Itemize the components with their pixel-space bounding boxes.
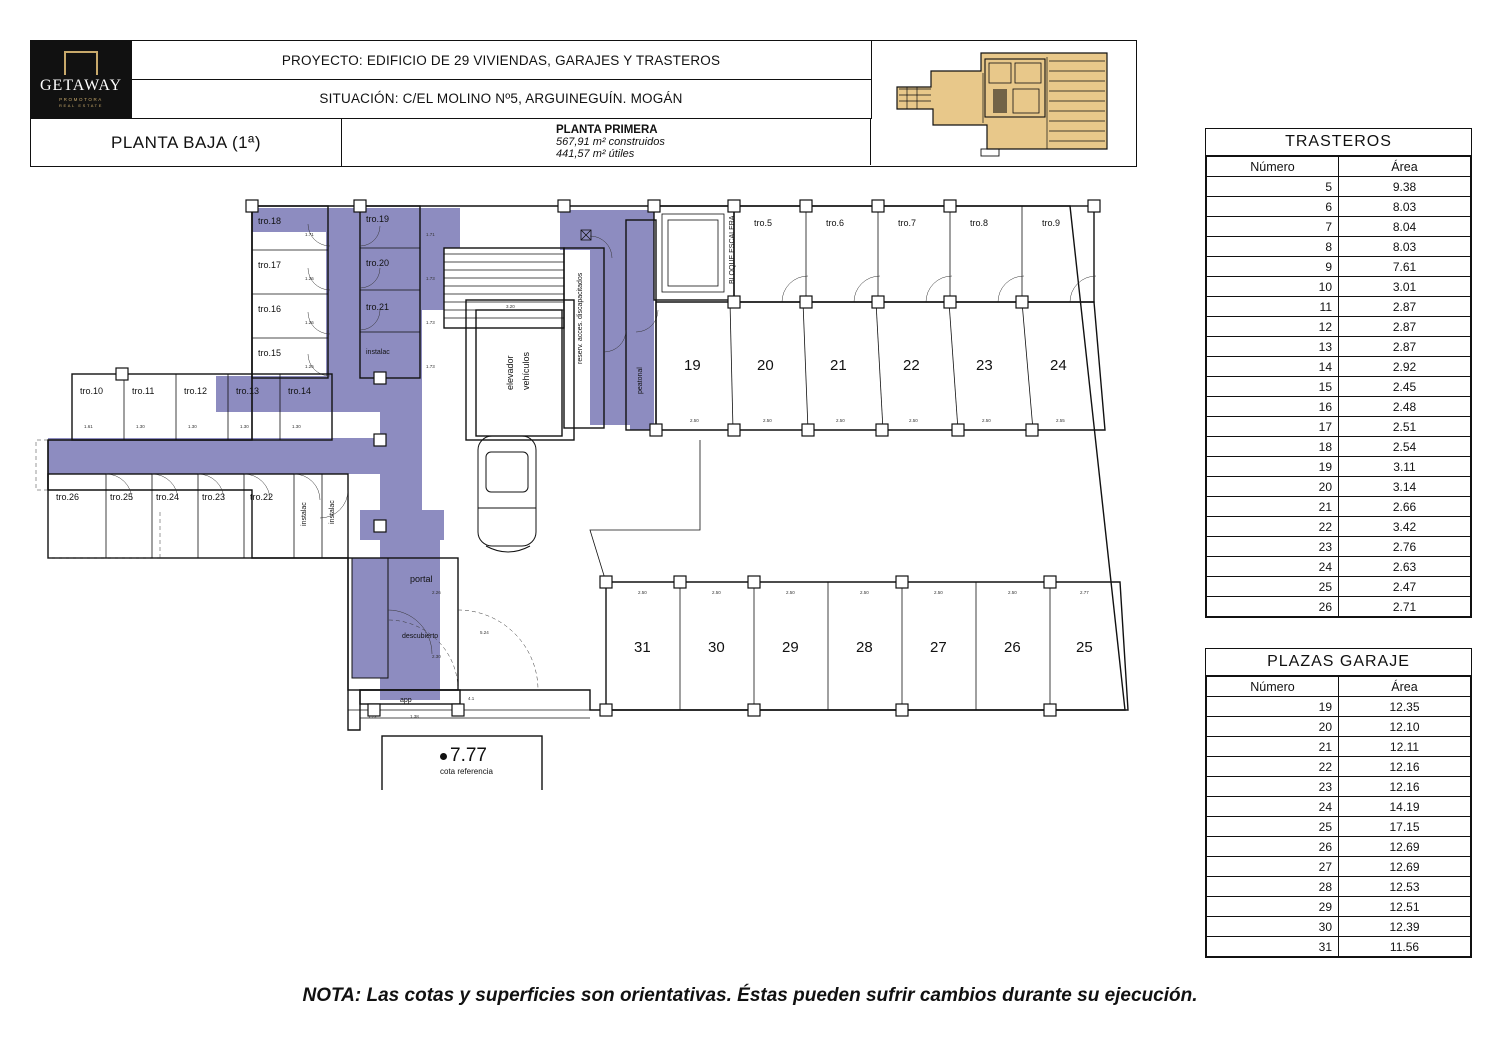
cell-numero: 18 — [1207, 437, 1339, 457]
table-row — [1207, 857, 1471, 877]
svg-text:4.1: 4.1 — [468, 696, 475, 701]
svg-text:2.50: 2.50 — [712, 590, 721, 595]
logo-mark-icon — [64, 51, 98, 75]
svg-text:tro.23: tro.23 — [202, 492, 226, 502]
table-trasteros-caption: TRASTEROS — [1206, 129, 1471, 156]
cell-numero: 10 — [1207, 277, 1339, 297]
project-row — [131, 41, 872, 80]
cell-numero: 22 — [1207, 757, 1339, 777]
svg-text:2.50: 2.50 — [638, 590, 647, 595]
svg-text:1.30: 1.30 — [292, 424, 301, 429]
cell-area: 12.35 — [1339, 697, 1471, 717]
cell-numero: 29 — [1207, 897, 1339, 917]
title-block — [30, 40, 1137, 167]
cell-area: 12.69 — [1339, 837, 1471, 857]
car-symbol — [478, 436, 536, 552]
svg-text:tro.18: tro.18 — [258, 216, 282, 226]
cell-numero: 20 — [1207, 477, 1339, 497]
table-row — [1207, 557, 1471, 577]
svg-text:2.50: 2.50 — [909, 418, 918, 423]
cell-area: 2.48 — [1339, 397, 1471, 417]
cell-area: 8.03 — [1339, 237, 1471, 257]
cell-area: 12.16 — [1339, 777, 1471, 797]
table-row — [1207, 277, 1471, 297]
table-row — [1207, 897, 1471, 917]
cell-area: 8.03 — [1339, 197, 1471, 217]
svg-text:28: 28 — [856, 639, 873, 656]
svg-text:3.20: 3.20 — [506, 304, 515, 309]
table-row — [1207, 257, 1471, 277]
table-row — [1207, 397, 1471, 417]
cell-area: 2.87 — [1339, 297, 1471, 317]
svg-text:5.24: 5.24 — [480, 630, 489, 635]
cell-numero: 25 — [1207, 577, 1339, 597]
svg-text:tro.5: tro.5 — [754, 218, 773, 228]
svg-text:app: app — [400, 697, 412, 704]
svg-text:1.30: 1.30 — [240, 424, 249, 429]
cell-numero: 15 — [1207, 377, 1339, 397]
cell-numero: 21 — [1207, 497, 1339, 517]
company-logo — [31, 41, 132, 118]
svg-text:tro.20: tro.20 — [366, 258, 390, 268]
cell-numero: 26 — [1207, 597, 1339, 617]
table-garaje-grid — [1206, 676, 1471, 957]
col-header-numero: Número — [1207, 157, 1339, 177]
svg-text:tro.12: tro.12 — [184, 386, 208, 396]
cell-area: 17.15 — [1339, 817, 1471, 837]
cell-area: 12.10 — [1339, 717, 1471, 737]
svg-text:1.30: 1.30 — [188, 424, 197, 429]
svg-text:1.26: 1.26 — [305, 276, 314, 281]
level-caption: cota referencia — [440, 767, 493, 776]
svg-text:23: 23 — [976, 357, 993, 374]
cell-area: 12.69 — [1339, 857, 1471, 877]
cell-numero: 23 — [1207, 537, 1339, 557]
plan-info-cell — [341, 118, 871, 165]
svg-text:2.50: 2.50 — [763, 418, 772, 423]
table-plazas-garaje — [1205, 648, 1472, 958]
table-row — [1207, 737, 1471, 757]
svg-text:2.50: 2.50 — [786, 590, 795, 595]
svg-text:tro.17: tro.17 — [258, 260, 282, 270]
svg-text:BLOQUE ESCALERA: BLOQUE ESCALERA — [729, 215, 736, 284]
cell-area: 12.53 — [1339, 877, 1471, 897]
svg-text:22: 22 — [903, 357, 920, 374]
storage-block-right — [734, 206, 1096, 302]
svg-text:1.73: 1.73 — [426, 276, 435, 281]
logo-text: GETAWAY — [39, 77, 123, 94]
footer-note: NOTA: Las cotas y superficies son orientativas. Éstas pueden sufrir cambios durante su ejecución. — [302, 985, 1198, 1006]
svg-text:2.50: 2.50 — [934, 590, 943, 595]
svg-text:peatonal: peatonal — [637, 367, 644, 394]
table-trasteros-body — [1207, 177, 1471, 617]
plan-info-built: 567,91 m² construidos — [556, 136, 665, 148]
cell-area: 12.16 — [1339, 757, 1471, 777]
cell-numero: 24 — [1207, 557, 1339, 577]
svg-text:tro.15: tro.15 — [258, 348, 282, 358]
svg-text:reserv. acces. discapacitados: reserv. acces. discapacitados — [577, 272, 584, 364]
situation-text: SITUACIÓN: C/EL MOLINO Nº5, ARGUINEGUÍN. MOGÁN — [319, 91, 683, 106]
cell-numero: 16 — [1207, 397, 1339, 417]
cell-numero: 21 — [1207, 737, 1339, 757]
svg-text:30: 30 — [708, 639, 725, 656]
table-row — [1207, 477, 1471, 497]
cell-numero: 30 — [1207, 917, 1339, 937]
svg-text:1.61: 1.61 — [84, 424, 93, 429]
svg-text:instalac: instalac — [329, 500, 336, 524]
svg-text:2.50: 2.50 — [1008, 590, 1017, 595]
cell-area: 3.42 — [1339, 517, 1471, 537]
cell-numero: 31 — [1207, 937, 1339, 957]
table-garaje-body — [1207, 697, 1471, 957]
cell-area: 2.76 — [1339, 537, 1471, 557]
svg-text:31: 31 — [634, 639, 651, 656]
svg-text:portal: portal — [410, 574, 433, 584]
parking-row-lower — [590, 440, 1128, 710]
svg-text:tro.6: tro.6 — [826, 218, 845, 228]
cell-area: 2.66 — [1339, 497, 1471, 517]
cell-numero: 27 — [1207, 857, 1339, 877]
cell-numero: 8 — [1207, 237, 1339, 257]
table-row — [1207, 357, 1471, 377]
cell-numero: 19 — [1207, 457, 1339, 477]
table-row — [1207, 837, 1471, 857]
table-row — [1207, 457, 1471, 477]
cell-numero: 13 — [1207, 337, 1339, 357]
svg-text:1.73: 1.73 — [426, 364, 435, 369]
floor-plan-svg — [30, 190, 1190, 790]
table-row — [1207, 317, 1471, 337]
cell-numero: 22 — [1207, 517, 1339, 537]
cell-area: 3.11 — [1339, 457, 1471, 477]
cell-numero: 5 — [1207, 177, 1339, 197]
svg-text:tro.24: tro.24 — [156, 492, 180, 502]
logo-subtitle-2: REAL ESTATE — [59, 103, 103, 108]
table-row — [1207, 937, 1471, 957]
parking-row-upper — [656, 302, 1105, 430]
svg-text:24: 24 — [1050, 357, 1067, 374]
table-row — [1207, 517, 1471, 537]
svg-text:2.55: 2.55 — [1056, 418, 1065, 423]
col-header-numero: Número — [1207, 677, 1339, 697]
cell-numero: 12 — [1207, 317, 1339, 337]
table-garaje-caption: PLAZAS GARAJE — [1206, 649, 1471, 676]
cell-area: 2.63 — [1339, 557, 1471, 577]
cell-area: 12.39 — [1339, 917, 1471, 937]
cell-numero: 20 — [1207, 717, 1339, 737]
project-text: PROYECTO: EDIFICIO DE 29 VIVIENDAS, GARAJES Y TRASTEROS — [281, 52, 721, 68]
table-row — [1207, 777, 1471, 797]
svg-text:2.50: 2.50 — [982, 418, 991, 423]
plan-info-title: PLANTA PRIMERA — [556, 124, 658, 136]
col-header-area: Área — [1339, 157, 1471, 177]
svg-text:tro.21: tro.21 — [366, 302, 390, 312]
cell-area: 2.45 — [1339, 377, 1471, 397]
cell-area: 2.54 — [1339, 437, 1471, 457]
cell-numero: 11 — [1207, 297, 1339, 317]
svg-text:19: 19 — [684, 357, 701, 374]
cell-area: 12.51 — [1339, 897, 1471, 917]
svg-text:1.26: 1.26 — [305, 364, 314, 369]
svg-text:tro.9: tro.9 — [1042, 218, 1061, 228]
level-value: 7.77 — [450, 745, 487, 766]
svg-text:tro.11: tro.11 — [132, 386, 155, 396]
cell-numero: 28 — [1207, 877, 1339, 897]
cell-area: 8.04 — [1339, 217, 1471, 237]
key-plan-cell — [871, 41, 1135, 165]
col-header-area: Área — [1339, 677, 1471, 697]
table-row — [1207, 797, 1471, 817]
table-row — [1207, 877, 1471, 897]
open-patio-area — [352, 558, 388, 678]
svg-text:tro.13: tro.13 — [236, 386, 260, 396]
svg-text:29: 29 — [782, 639, 799, 656]
cell-area: 14.19 — [1339, 797, 1471, 817]
svg-text:tro.25: tro.25 — [110, 492, 134, 502]
key-plan-thumbnail — [889, 49, 1119, 157]
floor-plan-drawing — [30, 190, 1190, 790]
svg-text:instalac: instalac — [301, 502, 308, 526]
svg-text:2.50: 2.50 — [860, 590, 869, 595]
plan-name-cell — [31, 118, 342, 166]
svg-text:tro.19: tro.19 — [366, 214, 390, 224]
cell-numero: 25 — [1207, 817, 1339, 837]
table-row — [1207, 437, 1471, 457]
cell-area: 3.01 — [1339, 277, 1471, 297]
svg-text:tro.7: tro.7 — [898, 218, 917, 228]
svg-text:descubierto: descubierto — [402, 633, 439, 640]
cell-numero: 9 — [1207, 257, 1339, 277]
situation-row — [131, 79, 872, 119]
table-row — [1207, 197, 1471, 217]
level-reference — [440, 745, 493, 776]
svg-text:vehículos: vehículos — [521, 351, 531, 390]
table-row — [1207, 917, 1471, 937]
cell-area: 12.11 — [1339, 737, 1471, 757]
svg-text:instalac: instalac — [366, 349, 390, 356]
svg-text:tro.22: tro.22 — [250, 492, 274, 502]
svg-text:tro.8: tro.8 — [970, 218, 989, 228]
table-row — [1207, 717, 1471, 737]
svg-text:tro.26: tro.26 — [56, 492, 80, 502]
cell-numero: 17 — [1207, 417, 1339, 437]
svg-text:1.71: 1.71 — [426, 232, 435, 237]
table-row — [1207, 177, 1471, 197]
svg-text:1.38: 1.38 — [410, 714, 419, 719]
svg-text:tro.14: tro.14 — [288, 386, 312, 396]
svg-text:2.30: 2.30 — [432, 654, 441, 659]
cell-area: 11.56 — [1339, 937, 1471, 957]
level-dot-icon — [440, 753, 447, 760]
cell-area: 2.47 — [1339, 577, 1471, 597]
cell-area: 9.38 — [1339, 177, 1471, 197]
table-row — [1207, 217, 1471, 237]
cell-numero: 26 — [1207, 837, 1339, 857]
table-row — [1207, 157, 1471, 177]
svg-text:1.71: 1.71 — [305, 232, 314, 237]
svg-text:tro.10: tro.10 — [80, 386, 104, 396]
plan-info-useful: 441,57 m² útiles — [556, 148, 635, 160]
table-row — [1207, 817, 1471, 837]
svg-text:2.77: 2.77 — [1080, 590, 1089, 595]
table-row — [1207, 237, 1471, 257]
cell-numero: 19 — [1207, 697, 1339, 717]
table-row — [1207, 497, 1471, 517]
cell-numero: 23 — [1207, 777, 1339, 797]
table-trasteros — [1205, 128, 1472, 618]
svg-text:elevador: elevador — [505, 355, 515, 390]
svg-text:25: 25 — [1076, 639, 1093, 656]
svg-text:1.30: 1.30 — [136, 424, 145, 429]
svg-text:tro.16: tro.16 — [258, 304, 282, 314]
svg-text:20: 20 — [757, 357, 774, 374]
cell-area: 2.92 — [1339, 357, 1471, 377]
svg-text:1.73: 1.73 — [426, 320, 435, 325]
cell-numero: 7 — [1207, 217, 1339, 237]
table-row — [1207, 697, 1471, 717]
svg-text:2.50: 2.50 — [690, 418, 699, 423]
cell-area: 2.51 — [1339, 417, 1471, 437]
svg-text:21: 21 — [830, 357, 847, 374]
table-row — [1207, 417, 1471, 437]
table-row — [1207, 597, 1471, 617]
cell-area: 7.61 — [1339, 257, 1471, 277]
cell-numero: 24 — [1207, 797, 1339, 817]
table-row — [1207, 297, 1471, 317]
svg-text:2.26: 2.26 — [432, 590, 441, 595]
cell-area: 2.87 — [1339, 317, 1471, 337]
table-row — [1207, 377, 1471, 397]
logo-subtitle: PROMOTORA — [59, 97, 103, 102]
table-row — [1207, 337, 1471, 357]
svg-text:1.26: 1.26 — [305, 320, 314, 325]
cell-area: 2.87 — [1339, 337, 1471, 357]
table-row — [1207, 757, 1471, 777]
svg-text:26: 26 — [1004, 639, 1021, 656]
table-row — [1207, 577, 1471, 597]
cell-numero: 6 — [1207, 197, 1339, 217]
cell-area: 3.14 — [1339, 477, 1471, 497]
table-row — [1207, 677, 1471, 697]
plan-name-text: PLANTA BAJA (1ª) — [110, 132, 262, 152]
cell-numero: 14 — [1207, 357, 1339, 377]
svg-text:2.50: 2.50 — [836, 418, 845, 423]
table-row — [1207, 537, 1471, 557]
svg-text:27: 27 — [930, 639, 947, 656]
circulation-fill — [48, 208, 654, 700]
cell-area: 2.71 — [1339, 597, 1471, 617]
table-trasteros-grid — [1206, 156, 1471, 617]
